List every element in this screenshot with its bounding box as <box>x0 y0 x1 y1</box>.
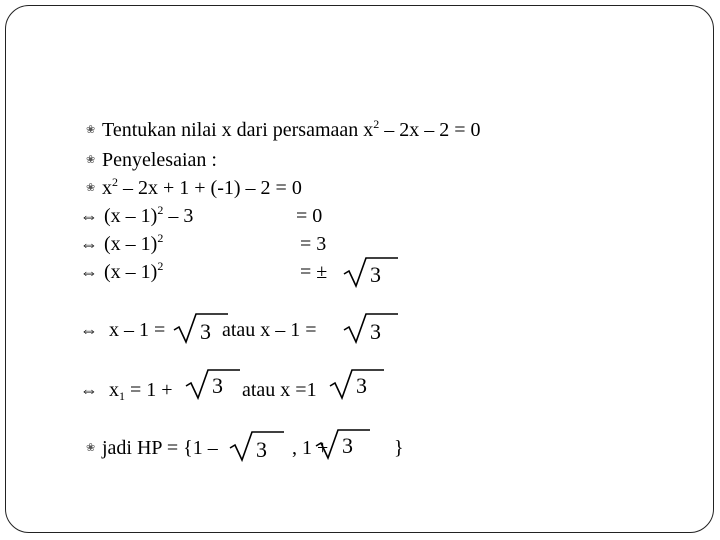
step-rhs: = 3 <box>300 233 327 255</box>
double-arrow-icon: ⇔ <box>80 206 98 226</box>
double-arrow-icon: ⇔ <box>80 234 98 254</box>
radicand: 3 <box>212 373 223 398</box>
step-rhs: = 0 <box>296 205 323 227</box>
solution-set-close: } <box>394 437 404 459</box>
radicand: 3 <box>370 319 381 344</box>
step-text-b: – 3 <box>163 205 194 227</box>
question-text-a: Tentukan nilai x dari persamaan x <box>102 119 374 141</box>
step-exponent: 2 <box>112 175 118 189</box>
step-text-a: x <box>102 177 112 199</box>
solution-set-text: jadi HP = {1 – <box>102 437 218 459</box>
step-factored <box>104 204 193 228</box>
root-var: x <box>104 379 119 401</box>
radicand: 3 <box>200 319 211 344</box>
square-root <box>316 428 370 460</box>
solution-split-left: x – 1 = <box>104 319 166 341</box>
solution-split-right: atau x – 1 = <box>222 319 317 341</box>
roots-line <box>104 378 173 402</box>
radicand: 3 <box>256 437 267 462</box>
flower-bullet-icon: ❀ <box>86 124 96 136</box>
flower-bullet-icon: ❀ <box>86 442 96 454</box>
square-root <box>186 368 240 400</box>
root-subscript: 1 <box>119 389 125 403</box>
square-root <box>344 312 398 344</box>
roots-alt-text: atau x =1 <box>242 379 317 401</box>
step-complete-square <box>102 176 302 200</box>
double-arrow-icon: ⇔ <box>80 320 98 340</box>
step-text-a: (x – 1) <box>104 205 158 227</box>
step-exponent: 2 <box>157 259 164 273</box>
step-text-a: (x – 1) <box>104 233 158 255</box>
radicand: 3 <box>370 262 381 287</box>
radicand: 3 <box>356 373 367 398</box>
step-text-a: (x – 1) <box>104 261 158 283</box>
solution-set-separator: , 1 + <box>292 437 329 459</box>
radicand: 3 <box>342 433 353 458</box>
solution-heading: Penyelesaian : <box>102 149 217 171</box>
square-root <box>344 256 398 288</box>
step-text-b: – 2x + 1 + (-1) – 2 = 0 <box>118 177 302 199</box>
question-exponent: 2 <box>373 117 380 131</box>
question-text-b: – 2x – 2 = 0 <box>379 119 481 141</box>
square-root <box>330 368 384 400</box>
flower-bullet-icon: ❀ <box>86 154 96 166</box>
step-root <box>104 260 163 284</box>
double-arrow-icon: ⇔ <box>80 380 98 400</box>
root-text: = 1 + <box>125 379 173 401</box>
square-root <box>230 430 284 462</box>
square-root <box>174 312 228 344</box>
step-rhs: = ± <box>300 261 328 283</box>
double-arrow-icon: ⇔ <box>80 262 98 282</box>
step-exponent: 2 <box>157 203 164 217</box>
flower-bullet-icon: ❀ <box>86 182 96 194</box>
question-line <box>102 118 481 142</box>
step-isolated <box>104 232 163 256</box>
step-exponent: 2 <box>157 231 164 245</box>
